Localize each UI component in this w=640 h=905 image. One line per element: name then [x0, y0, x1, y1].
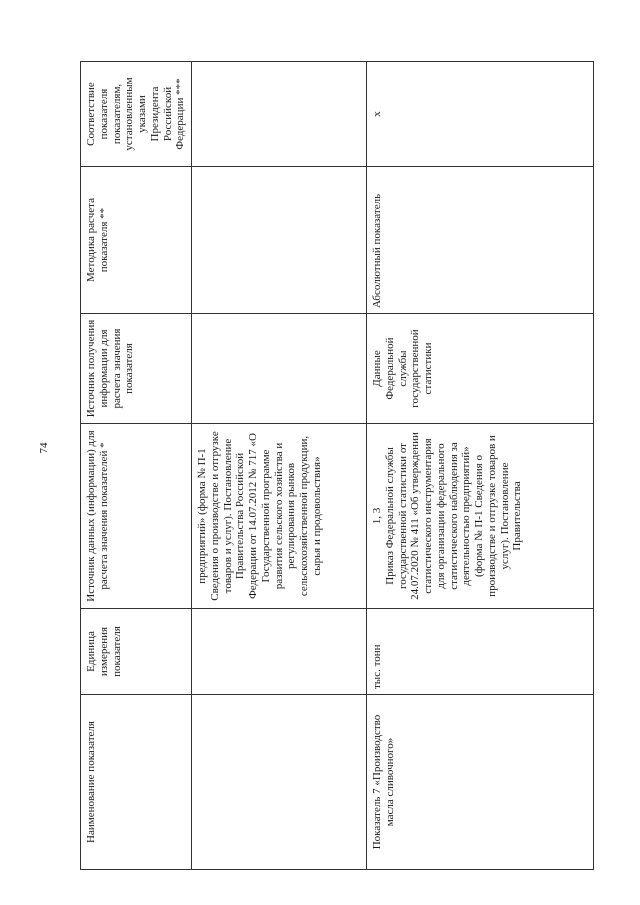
- cell-unit: [192, 609, 367, 695]
- page-number: 74: [38, 442, 50, 454]
- cell-decree: х: [367, 62, 594, 167]
- cell-data-source: предприятий» (форма № П-1 Сведения о производстве и отгрузке товаров и услуг). Постановление Правительства Российской Федерации от 14.07.2012 № 717 «О Государственной программе развития сельского хозяйства и регулирования рынков сельскохозяйственной продукции, сырья и продовольствия»: [192, 424, 367, 609]
- header-indicator-name: Наименование показателя: [81, 695, 192, 870]
- table-row-indicator-7: [367, 62, 594, 870]
- header-decree-correspondence: Соответствие показателя показателям, установленным указами Президента Российской Федерации ***: [81, 62, 192, 167]
- rotated-table-container: [80, 62, 584, 870]
- data-source-text: Приказ Федеральной службы государственной статистики от 24.07.2020 № 411 «Об утверждении статистического инструментария для организации федерального статистического наблюдения за деятельностью предприятий» (форма № П-1 Сведения о производстве и отгрузке товаров и услуг). Постановление Правительства: [383, 432, 524, 600]
- header-data-source: Источник данных (информации) для расчета значения показателей *: [81, 424, 192, 609]
- cell-decree: [192, 62, 367, 167]
- header-info-source: Источник получения информации для расчета значения показателя: [81, 314, 192, 424]
- cell-data-source: [367, 424, 594, 609]
- data-source-code: 1, 3: [371, 507, 383, 525]
- table-row-continuation: [192, 62, 367, 870]
- header-unit: Единица измерения показателя: [81, 609, 192, 695]
- cell-info-source: Данные Федеральной службы государственной статистики: [367, 314, 594, 424]
- table-header-row: [81, 62, 192, 870]
- cell-info-source: [192, 314, 367, 424]
- indicator-table: [80, 61, 594, 870]
- cell-unit: тыс. тонн: [367, 609, 594, 695]
- header-calculation-method: Методика расчета показателя **: [81, 167, 192, 314]
- cell-method: [192, 167, 367, 314]
- cell-method: Абсолютный показатель: [367, 167, 594, 314]
- cell-name: [192, 695, 367, 870]
- cell-name: Показатель 7 «Производство масла сливочного»: [367, 695, 594, 870]
